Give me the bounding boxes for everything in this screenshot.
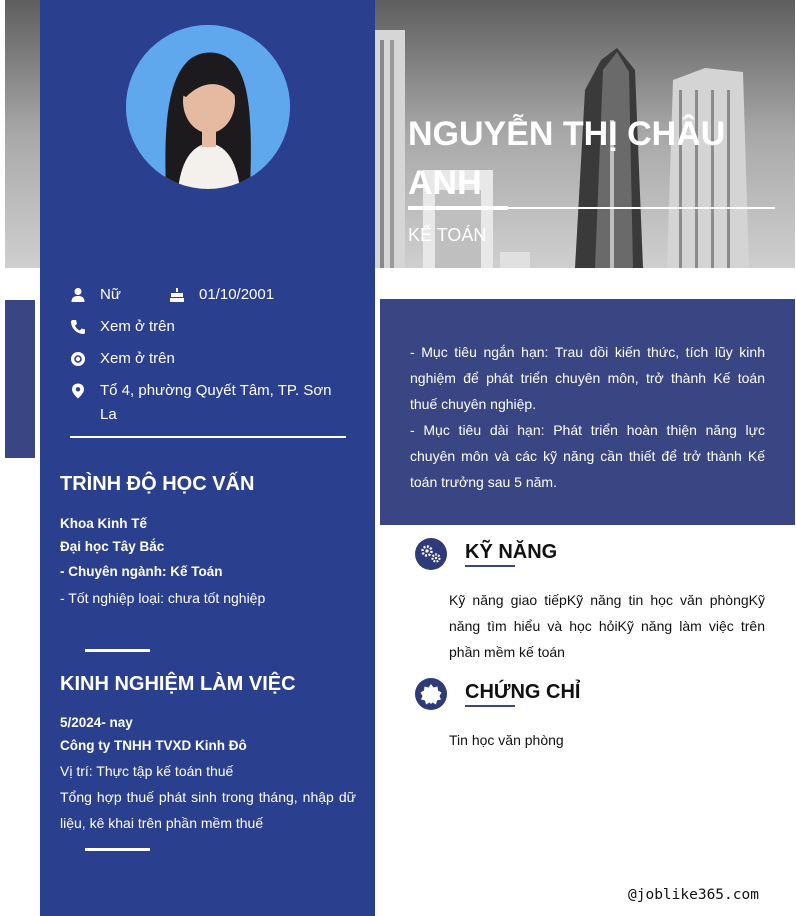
experience-title: KINH NGHIỆM LÀM VIỆC: [60, 673, 296, 695]
objective-short-term: - Mục tiêu ngắn hạn: Trau dồi kiến thức, tích lũy kinh nghiệm để phát triển chuyên môn, trở thành Kế toán thuế chuyên nghiệp.: [410, 344, 765, 412]
birthday-cake-icon: [169, 287, 185, 303]
gender-row: [70, 283, 121, 307]
job-title: KẾ TOÁN: [408, 225, 487, 245]
person-icon: [70, 287, 86, 303]
phone-value: Xem ở trên: [100, 318, 175, 335]
certificates-text: Tin học văn phòng: [449, 732, 564, 748]
address-value: Tổ 4, phường Quyết Tâm, TP. Sơn La: [100, 382, 332, 423]
gender-value: Nữ: [100, 286, 121, 303]
certificates-underline: [465, 705, 515, 707]
skills-text: Kỹ năng giao tiếpKỹ năng tin học văn phòngKỹ năng tìm hiểu và học hỏiKỹ năng làm việc trên phần mềm kế toán: [449, 592, 765, 660]
phone-icon: [70, 319, 86, 335]
experience-period: 5/2024- nay: [60, 715, 133, 730]
education-divider: [85, 649, 150, 652]
certificates-title: CHỨNG CHỈ: [465, 681, 581, 703]
experience-divider: [85, 848, 150, 851]
email-row: [70, 347, 175, 371]
left-accent-bar: [5, 300, 35, 458]
experience-position: Vị trí: Thực tập kế toán thuế: [60, 763, 234, 779]
email-icon: [70, 351, 86, 367]
name-underline-accent: [408, 206, 508, 210]
location-pin-icon: [70, 383, 86, 399]
skills-title: KỸ NĂNG: [465, 541, 558, 563]
experience-company: Công ty TNHH TVXD Kinh Đô: [60, 738, 247, 753]
experience-description: Tổng hợp thuế phát sinh trong tháng, nhập dữ liệu, kê khai trên phần mềm thuế: [60, 789, 356, 831]
email-value: Xem ở trên: [100, 350, 175, 367]
education-school: Đại học Tây Bắc: [60, 539, 165, 554]
phone-row: [70, 315, 175, 339]
candidate-name: NGUYỄN THỊ CHÂU ANH: [408, 115, 726, 202]
address-row: [70, 379, 346, 427]
objective-long-term: - Mục tiêu dài hạn: Phát triển hoàn thiện năng lực chuyên môn và các kỹ năng cần thiết để trở thành Kế toán trưởng sau 5 năm.: [410, 422, 765, 490]
avatar: [126, 25, 290, 189]
gears-icon: [415, 538, 447, 570]
certificate-badge-icon: [415, 678, 447, 710]
contact-divider: [70, 436, 346, 438]
education-graduation: - Tốt nghiệp loại: chưa tốt nghiệp: [60, 590, 266, 606]
education-faculty: Khoa Kinh Tế: [60, 516, 147, 531]
birthday-row: [169, 283, 274, 307]
profile-photo: [126, 25, 290, 189]
education-title: TRÌNH ĐỘ HỌC VẤN: [60, 473, 255, 495]
objective-text: [410, 339, 765, 495]
education-major: - Chuyên ngành: Kế Toán: [60, 564, 223, 579]
birthday-value: 01/10/2001: [199, 286, 275, 303]
watermark: @joblike365.com: [628, 887, 759, 903]
skills-underline: [465, 565, 515, 567]
